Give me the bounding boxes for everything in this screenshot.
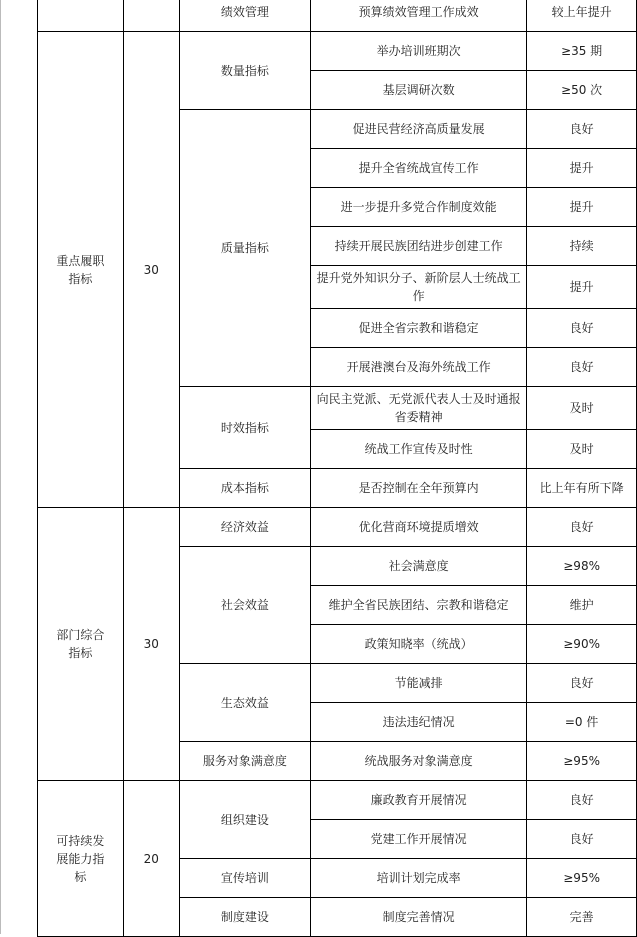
table-row (38, 781, 637, 820)
indicator-name: 是否控制在全年预算内 (311, 469, 527, 508)
indicator-name: 开展港澳台及海外统战工作 (311, 348, 527, 387)
indicator-name: 违法违纪情况 (311, 703, 527, 742)
weight-cell (123, 0, 179, 32)
target-cell: 较上年提升 (527, 0, 637, 32)
table-row (38, 0, 637, 32)
target-value: 比上年有所下降 (527, 469, 637, 508)
indicator-name: 优化营商环境提质增效 (311, 508, 527, 547)
indicator-name: 维护全省民族团结、宗教和谐稳定 (311, 586, 527, 625)
second-level-name: 质量指标 (179, 110, 310, 387)
first-level-name: 可持续发展能力指标 (38, 781, 124, 937)
second-level-name: 时效指标 (179, 387, 310, 469)
table-row (38, 508, 637, 547)
first-level-name: 部门综合指标 (38, 508, 124, 781)
second-level-name: 服务对象满意度 (179, 742, 310, 781)
target-value: 良好 (527, 110, 637, 149)
indicator-name: 廉政教育开展情况 (311, 781, 527, 820)
target-value: 提升 (527, 188, 637, 227)
second-level-name: 社会效益 (179, 547, 310, 664)
target-value: 良好 (527, 781, 637, 820)
indicator-name: 向民主党派、无党派代表人士及时通报省委精神 (311, 387, 527, 430)
indicator-name: 举办培训班期次 (311, 32, 527, 71)
target-value: 提升 (527, 149, 637, 188)
indicator-name: 培训计划完成率 (311, 859, 527, 898)
target-value: 良好 (527, 820, 637, 859)
indicator-name: 统战工作宣传及时性 (311, 430, 527, 469)
target-value: 及时 (527, 387, 637, 430)
second-level-name: 成本指标 (179, 469, 310, 508)
indicator-name: 统战服务对象满意度 (311, 742, 527, 781)
target-value: ≥35 期 (527, 32, 637, 71)
indicator-name: 制度完善情况 (311, 898, 527, 937)
target-value: 良好 (527, 508, 637, 547)
target-value: ≥95% (527, 859, 637, 898)
indicator-name: 政策知晓率（统战） (311, 625, 527, 664)
first-level-name: 重点履职指标 (38, 32, 124, 508)
weight-value: 30 (123, 32, 179, 508)
first-level-cell (38, 0, 124, 32)
indicator-cell: 预算绩效管理工作成效 (311, 0, 527, 32)
indicator-name: 提升党外知识分子、新阶层人士统战工作 (311, 266, 527, 309)
second-level-name: 宣传培训 (179, 859, 310, 898)
weight-value: 30 (123, 508, 179, 781)
target-value: 持续 (527, 227, 637, 266)
second-level-name: 组织建设 (179, 781, 310, 859)
target-value: 良好 (527, 348, 637, 387)
second-level-name: 数量指标 (179, 32, 310, 110)
target-value: 良好 (527, 664, 637, 703)
indicator-name: 节能减排 (311, 664, 527, 703)
target-value: ≥50 次 (527, 71, 637, 110)
indicator-name: 促进全省宗教和谐稳定 (311, 309, 527, 348)
target-value: =0 件 (527, 703, 637, 742)
performance-indicator-table (37, 0, 637, 937)
target-value: 提升 (527, 266, 637, 309)
indicator-name: 基层调研次数 (311, 71, 527, 110)
target-value: 维护 (527, 586, 637, 625)
page-left-border (0, 0, 1, 934)
indicator-name: 促进民营经济高质量发展 (311, 110, 527, 149)
target-value: ≥90% (527, 625, 637, 664)
second-level-name: 经济效益 (179, 508, 310, 547)
indicator-name: 社会满意度 (311, 547, 527, 586)
indicator-name: 进一步提升多党合作制度效能 (311, 188, 527, 227)
second-level-cell: 绩效管理 (179, 0, 310, 32)
indicator-name: 提升全省统战宣传工作 (311, 149, 527, 188)
target-value: ≥95% (527, 742, 637, 781)
indicator-name: 党建工作开展情况 (311, 820, 527, 859)
indicator-name: 持续开展民族团结进步创建工作 (311, 227, 527, 266)
target-value: 完善 (527, 898, 637, 937)
target-value: 良好 (527, 309, 637, 348)
second-level-name: 制度建设 (179, 898, 310, 937)
target-value: 及时 (527, 430, 637, 469)
target-value: ≥98% (527, 547, 637, 586)
table-row (38, 32, 637, 71)
second-level-name: 生态效益 (179, 664, 310, 742)
weight-value: 20 (123, 781, 179, 937)
